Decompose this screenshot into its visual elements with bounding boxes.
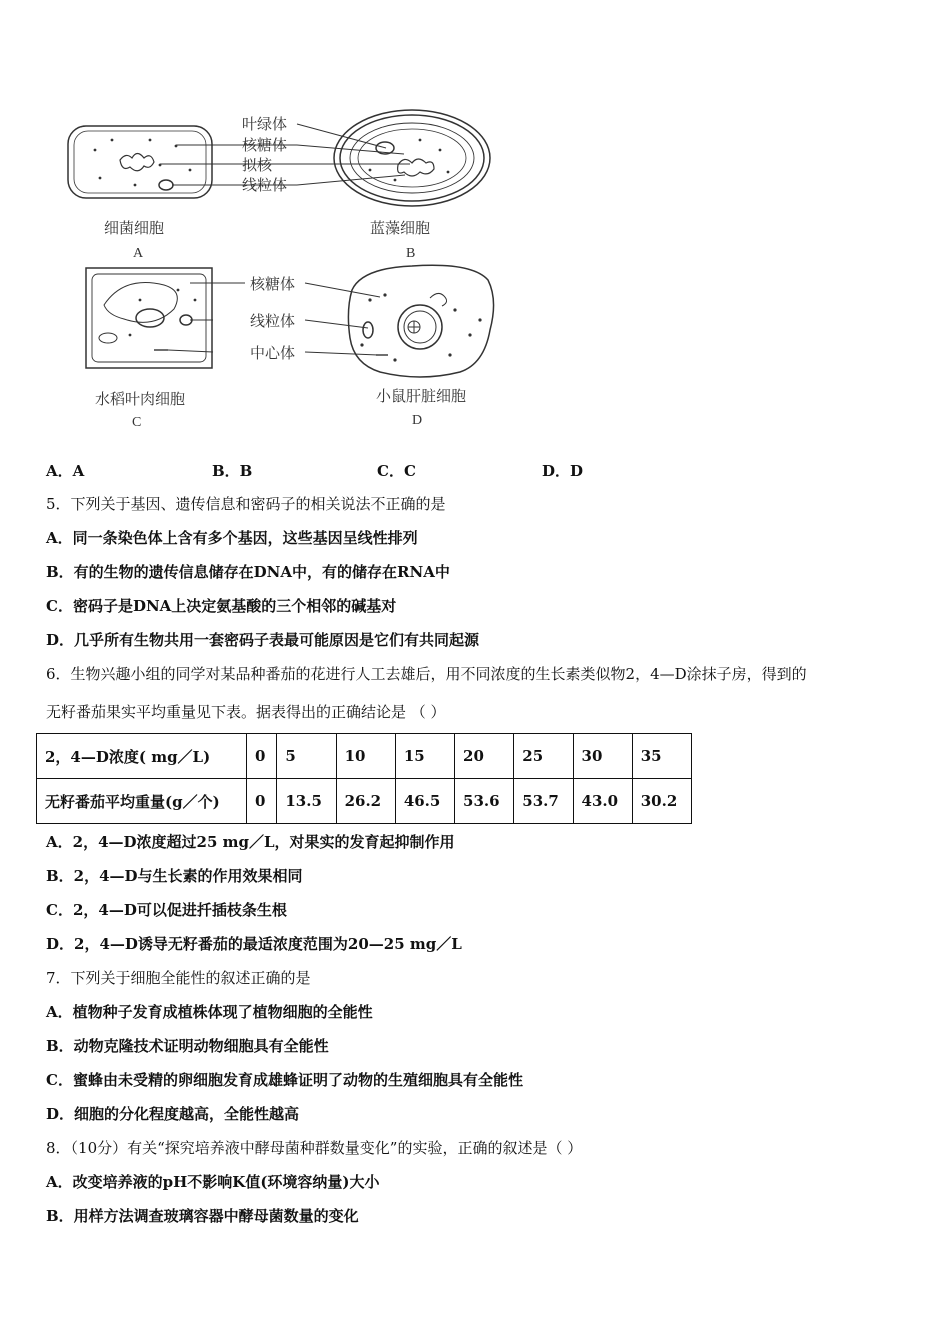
question-7-stem: 7．下列关于细胞全能性的叙述正确的是: [46, 969, 311, 987]
table-cell: 5: [277, 734, 336, 779]
table-cell: 0: [247, 779, 277, 824]
table-cell: 15: [395, 734, 454, 779]
q8-option-b[interactable]: B．用样方法调查玻璃容器中酵母菌数量的变化: [46, 1207, 359, 1225]
table-row: [37, 779, 692, 824]
q6-option-c[interactable]: C．2，4—D可以促进扦插枝条生根: [46, 901, 287, 919]
q4-option-d[interactable]: D．D: [542, 462, 584, 480]
q8-option-a[interactable]: A．改变培养液的pH不影响K值(环境容纳量)大小: [46, 1173, 380, 1191]
table-cell: 25: [514, 734, 573, 779]
q5-option-b[interactable]: B．有的生物的遗传信息储存在DNA中，有的储存在RNA中: [46, 563, 450, 581]
label-mitochondrion-top: 线粒体: [242, 176, 288, 194]
table-cell: 0: [247, 734, 277, 779]
caption-d-name: 小鼠肝脏细胞: [376, 387, 467, 405]
caption-d-letter: D: [412, 413, 423, 428]
question-5-stem: 5．下列关于基因、遗传信息和密码子的相关说法不正确的是: [46, 495, 446, 513]
row-label-concentration: 2，4—D浓度( mg／L): [37, 734, 247, 779]
q4-option-a[interactable]: A．A: [46, 462, 85, 480]
q6-data-table: [36, 733, 692, 824]
table-cell: 53.7: [514, 779, 573, 824]
caption-c-name: 水稻叶肉细胞: [95, 390, 186, 408]
row-label-weight: 无籽番茄平均重量(g／个): [37, 779, 247, 824]
q4-option-c[interactable]: C．C: [377, 462, 416, 480]
q6-option-d[interactable]: D．2，4—D诱导无籽番茄的最适浓度范围为20—25 mg／L: [46, 935, 462, 953]
q7-option-c[interactable]: C．蜜蜂由未受精的卵细胞发育成雄蜂证明了动物的生殖细胞具有全能性: [46, 1071, 523, 1089]
bacterial-cell-diagram: [68, 126, 212, 198]
caption-a-letter: A: [133, 246, 144, 261]
label-mitochondrion-bottom: 线粒体: [250, 312, 296, 330]
q7-option-b[interactable]: B．动物克隆技术证明动物细胞具有全能性: [46, 1037, 329, 1055]
q4-option-b[interactable]: B．B: [212, 462, 253, 480]
caption-a-name: 细菌细胞: [104, 219, 165, 237]
q7-option-d[interactable]: D．细胞的分化程度越高，全能性越高: [46, 1105, 300, 1123]
table-row: [37, 734, 692, 779]
table-cell: 20: [455, 734, 514, 779]
caption-b-name: 蓝藻细胞: [370, 219, 431, 237]
question-6-stem-line1: 6．生物兴趣小组的同学对某品种番茄的花进行人工去雄后，用不同浓度的生长素类似物2，4—D涂抹子房，得到的: [46, 665, 807, 683]
label-nucleoid: 拟核: [242, 156, 273, 174]
table-cell: 30: [573, 734, 632, 779]
cyanobacteria-cell-diagram: [334, 110, 490, 206]
table-cell: 53.6: [455, 779, 514, 824]
label-chloroplast: 叶绿体: [242, 115, 288, 133]
q7-option-a[interactable]: A．植物种子发育成植株体现了植物细胞的全能性: [46, 1003, 373, 1021]
caption-b-letter: B: [406, 246, 416, 261]
label-ribosome-bottom: 核糖体: [250, 275, 296, 293]
label-ribosome-top: 核糖体: [242, 136, 288, 154]
question-6-stem-line2: 无籽番茄果实平均重量见下表。据表得出的正确结论是 （ ）: [46, 703, 446, 721]
q5-option-a[interactable]: A．同一条染色体上含有多个基因，这些基因呈线性排列: [46, 529, 418, 547]
mouse-liver-cell-diagram: [348, 265, 493, 377]
table-cell: 35: [632, 734, 691, 779]
q5-option-d[interactable]: D．几乎所有生物共用一套密码子表最可能原因是它们有共同起源: [46, 631, 480, 649]
label-centriole: 中心体: [250, 344, 296, 362]
q6-option-b[interactable]: B．2，4—D与生长素的作用效果相同: [46, 867, 303, 885]
q5-option-c[interactable]: C．密码子是DNA上决定氨基酸的三个相邻的碱基对: [46, 597, 397, 615]
table-cell: 43.0: [573, 779, 632, 824]
caption-c-letter: C: [132, 415, 142, 430]
table-cell: 10: [336, 734, 395, 779]
table-cell: 46.5: [395, 779, 454, 824]
q6-option-a[interactable]: A．2，4—D浓度超过25 mg／L，对果实的发育起抑制作用: [46, 833, 455, 851]
table-cell: 13.5: [277, 779, 336, 824]
cell-diagrams-figure: [0, 0, 950, 440]
question-8-stem: 8．（10分）有关“探究培养液中酵母菌种群数量变化”的实验，正确的叙述是（ ）: [46, 1139, 583, 1157]
table-cell: 26.2: [336, 779, 395, 824]
table-cell: 30.2: [632, 779, 691, 824]
question-4-options: [46, 460, 646, 480]
